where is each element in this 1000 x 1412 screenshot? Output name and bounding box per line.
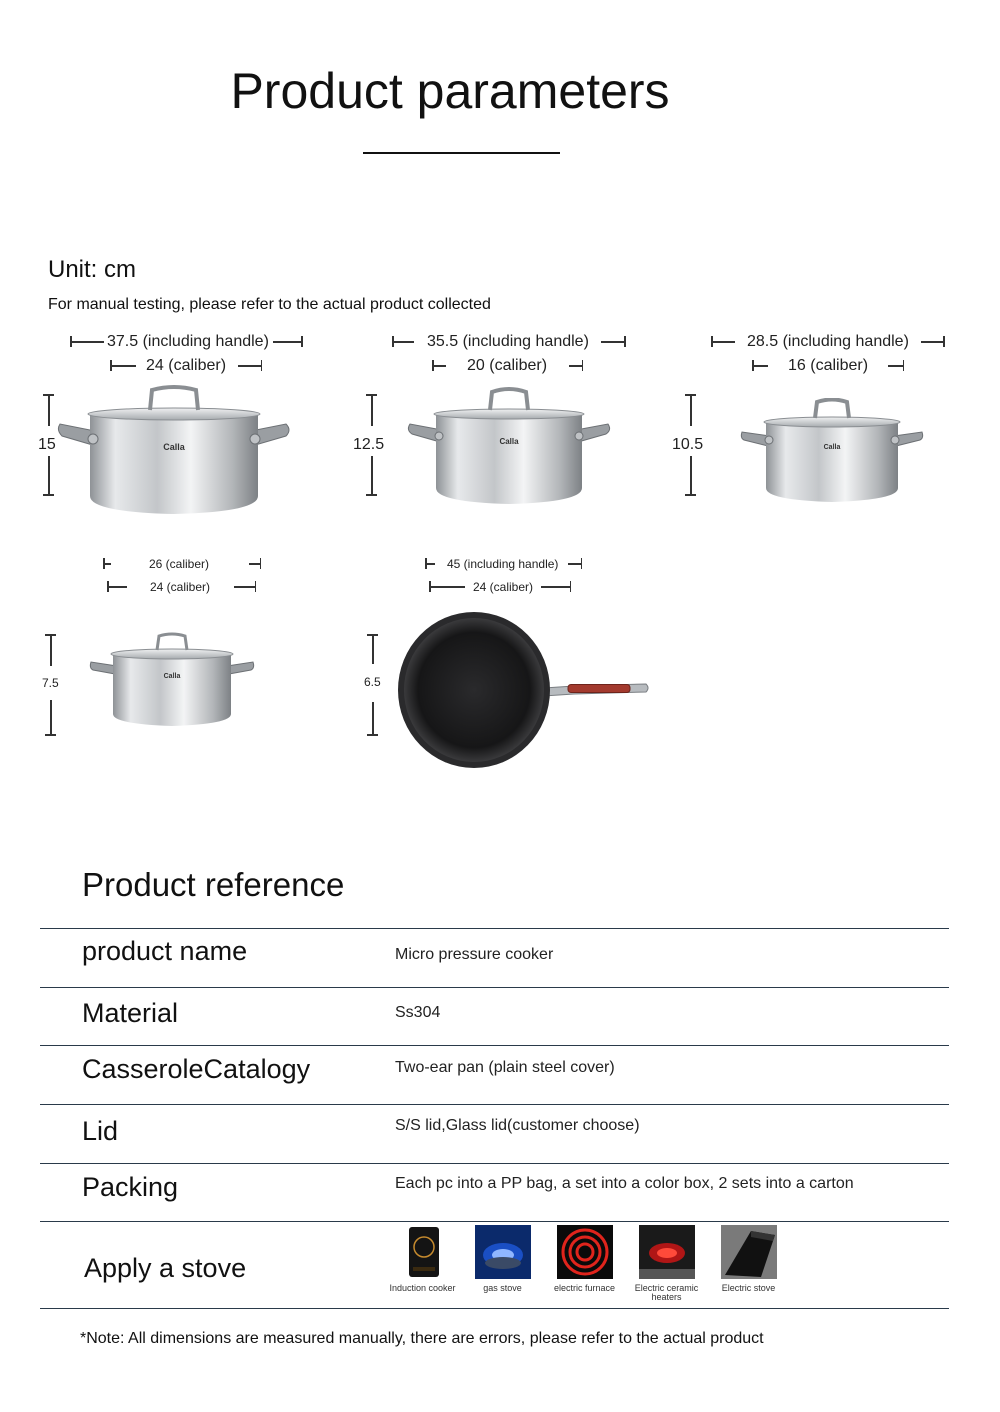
caliber-dim-5: 24 (caliber) <box>429 580 571 594</box>
caliber-dim-4b: 24 (caliber) <box>107 580 256 594</box>
row-label-product-name: product name <box>82 936 248 966</box>
unit-label: Unit: cm <box>48 256 137 283</box>
caliber-dim-4a: 26 (caliber) <box>103 557 261 571</box>
total-width-dim-5: 45 (including handle) <box>425 557 582 571</box>
electric-ceramic-heater-icon <box>639 1225 695 1279</box>
table-divider <box>40 928 949 929</box>
stove-list <box>385 1225 805 1305</box>
stockpot-20cm <box>406 386 612 506</box>
total-width-dim-3: 28.5 (including handle) <box>711 333 945 351</box>
stockpot-16cm <box>740 398 924 504</box>
row-label-material: Material <box>82 998 179 1028</box>
stove-item: Induction cooker <box>385 1225 460 1293</box>
stockpot-short-24cm <box>89 632 255 728</box>
frying-pan <box>398 612 650 770</box>
page-title: Product parameters <box>230 63 670 119</box>
stove-item: Electric stove <box>711 1225 786 1293</box>
table-divider <box>40 1308 949 1309</box>
table-divider <box>40 1104 949 1105</box>
table-divider <box>40 1045 949 1046</box>
brand-logo: Calla <box>163 673 181 680</box>
caliber-dim-2: 20 (caliber) <box>432 357 583 375</box>
caliber-dim-3: 16 (caliber) <box>752 357 904 375</box>
stockpot-24cm <box>56 384 292 518</box>
title-underline <box>363 152 560 154</box>
electric-stove-icon <box>721 1225 777 1279</box>
measurement-note: For manual testing, please refer to the actual product collected <box>48 296 491 313</box>
row-value-lid: S/S lid,Glass lid(customer choose) <box>395 1117 640 1134</box>
row-label-packing: Packing <box>82 1172 179 1202</box>
gas-stove-icon <box>475 1225 531 1279</box>
total-width-dim-1: 37.5 (including handle) <box>70 333 303 351</box>
height-label-3: 10.5 <box>672 436 704 453</box>
height-label-4: 7.5 <box>42 676 59 690</box>
table-divider <box>40 1221 949 1222</box>
height-label-1: 15 <box>38 436 56 453</box>
height-label-5: 6.5 <box>364 675 381 689</box>
brand-logo: Calla <box>499 437 519 446</box>
row-value-packing: Each pc into a PP bag, a set into a color box, 2 sets into a carton <box>395 1175 854 1192</box>
stove-item: Electric ceramic heaters <box>629 1225 704 1302</box>
row-label-stove: Apply a stove <box>84 1253 247 1283</box>
brand-logo: Calla <box>823 444 841 451</box>
total-width-dim-2: 35.5 (including handle) <box>392 333 626 351</box>
row-label-lid: Lid <box>82 1116 119 1146</box>
table-divider <box>40 987 949 988</box>
stove-item: electric furnace <box>547 1225 622 1293</box>
table-divider <box>40 1163 949 1164</box>
electric-furnace-icon <box>557 1225 613 1279</box>
brand-logo: Calla <box>163 442 185 452</box>
section-title: Product reference <box>82 866 345 903</box>
induction-cooker-icon <box>395 1225 451 1279</box>
row-value-product-name: Micro pressure cooker <box>395 946 554 963</box>
caliber-dim-1: 24 (caliber) <box>110 357 262 375</box>
stove-item: gas stove <box>465 1225 540 1293</box>
row-label-catalogy: CasseroleCatalogy <box>82 1054 311 1084</box>
footnote: *Note: All dimensions are measured manually, there are errors, please refer to the actual product <box>80 1330 764 1347</box>
row-value-catalogy: Two-ear pan (plain steel cover) <box>395 1059 615 1076</box>
height-label-2: 12.5 <box>353 436 385 453</box>
row-value-material: Ss304 <box>395 1004 441 1021</box>
